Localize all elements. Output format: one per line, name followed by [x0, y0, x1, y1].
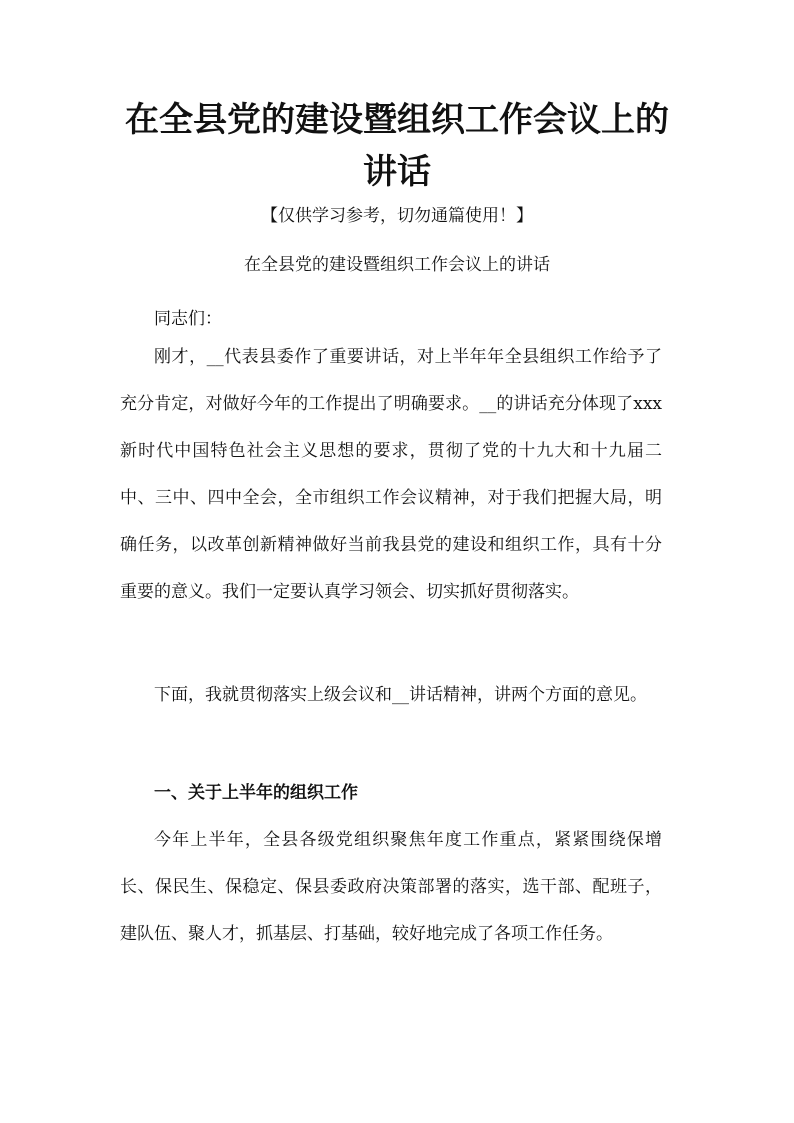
document-subtitle: 在全县党的建设暨组织工作会议上的讲话 — [244, 255, 550, 275]
paragraph-2: 下面，我就贯彻落实上级会议和__讲话精神，讲两个方面的意见。 — [154, 685, 647, 705]
section-paragraph-1: 今年上半年，全县各级党组织聚焦年度工作重点，紧紧围绕保增长、保民生、保稳定、保县委政府决策部署的落实，选干部、配班子，建队伍、聚人才，抓基层、打基础，较好地完成了各项工作任务。 — [120, 830, 662, 944]
usage-note: 【仅供学习参考，切勿通篇使用！】 — [261, 206, 533, 226]
section-heading-1: 一、关于上半年的组织工作 — [154, 783, 358, 803]
document-title: 在全县党的建设暨组织工作会议上的讲话 — [125, 100, 669, 192]
paragraph-1: 刚才，__代表县委作了重要讲话，对上半年年全县组织工作给予了充分肯定，对做好今年的工作提出了明确要求。__的讲话充分体现了xxx新时代中国特色社会主义思想的要求，贯彻了党的十九大和十九届二中、三中、四中全会，全市组织工作会议精神，对于我们把握大局，明确任务，以改革创新精神做好当前我县党的建设和组织工作，具有十分重要的意义。我们一定要认真学习领会、切实抓好贯彻落实。 — [120, 347, 662, 602]
greeting: 同志们： — [154, 309, 222, 329]
